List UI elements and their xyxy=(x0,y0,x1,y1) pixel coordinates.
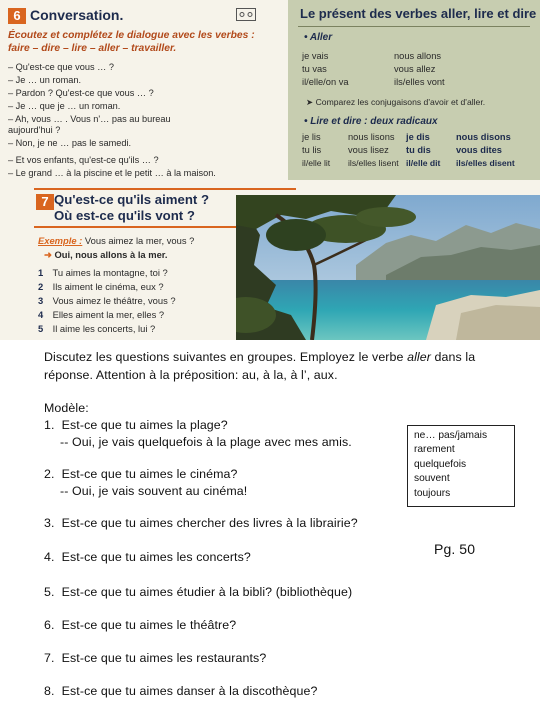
dialogue-line: – Pardon ? Qu'est-ce que vous … ? xyxy=(8,88,154,98)
model-answer-2: -- Oui, je vais souvent au cinéma! xyxy=(60,484,248,498)
model-answer-1: -- Oui, je vais quelquefois à la plage avec mes amis. xyxy=(60,435,352,449)
question-2: 2. Est-ce que tu aimes le cinéma? xyxy=(44,467,238,481)
dialogue-line: – Non, je ne … pas le samedi. xyxy=(8,138,132,148)
conjugation: nous lisons xyxy=(348,132,395,142)
divider xyxy=(298,26,530,27)
conjugation: vous dites xyxy=(456,145,502,155)
conjugation: ils/elles vont xyxy=(394,77,445,87)
aller-heading: • Aller xyxy=(304,32,333,43)
question-1: 1. Est-ce que tu aimes la plage? xyxy=(44,418,228,432)
grammar-box xyxy=(288,0,540,180)
example-answer-text: Oui, nous allons à la mer. xyxy=(54,249,168,260)
dialogue-line: – Et vos enfants, qu'est-ce qu'ils … ? xyxy=(8,155,159,165)
coastline-photo xyxy=(236,195,540,340)
exercise-item: 1 Tu aimes la montagne, toi ? xyxy=(38,267,168,278)
exercise-6-instruction: Écoutez et complétez le dialogue avec les verbes : faire – dire – lire – aller – travailler. xyxy=(8,30,255,54)
conjugation: il/elle dit xyxy=(406,158,441,168)
exercise-6-number: 6 xyxy=(8,8,26,24)
exercise-6-title: Conversation. xyxy=(30,7,124,23)
exercise-item: 4 Elles aiment la mer, elles ? xyxy=(38,309,165,320)
example-question xyxy=(38,235,194,246)
adverb: quelquefois xyxy=(414,458,467,470)
exercise-7-number: 7 xyxy=(36,194,54,210)
dialogue-line: – Je … un roman. xyxy=(8,75,82,85)
conjugation: ils/elles lisent xyxy=(348,158,399,168)
question-3: 3. Est-ce que tu aimes chercher des livres à la librairie? xyxy=(44,516,358,530)
adverb: rarement xyxy=(414,444,455,456)
conjugation: vous allez xyxy=(394,64,436,74)
model-label: Modèle: xyxy=(44,401,89,415)
grammar-title: Le présent des verbes aller, lire et dire xyxy=(300,6,537,21)
exercise-item: 3 Vous aimez le théâtre, vous ? xyxy=(38,295,176,306)
example-label: Exemple : xyxy=(38,235,83,246)
conjugation: tu vas xyxy=(302,64,327,74)
exercise-item: 2 Ils aiment le cinéma, eux ? xyxy=(38,281,164,292)
question-7: 7. Est-ce que tu aimes les restaurants? xyxy=(44,651,267,665)
conjugation: je lis xyxy=(302,132,321,142)
instructions: Discutez les questions suivantes en groupes. Employez le verbe aller dans la réponse. Attention à la préposition: au, à la, à l’, aux. xyxy=(44,350,476,382)
question-8: 8. Est-ce que tu aimes danser à la discothèque? xyxy=(44,684,318,698)
divider xyxy=(34,188,296,190)
dialogue-line: – Le grand … à la piscine et le petit … à la maison. xyxy=(8,168,216,178)
conjugation: je vais xyxy=(302,51,329,61)
example-question-text: Vous aimez la mer, vous ? xyxy=(84,235,195,246)
conjugation: nous disons xyxy=(456,132,511,142)
exercise-item: 5 Il aime les concerts, lui ? xyxy=(38,323,156,334)
question-4: 4. Est-ce que tu aimes les concerts? xyxy=(44,550,251,564)
example-answer xyxy=(44,249,168,261)
frequency-adverbs-box xyxy=(407,425,515,507)
lire-dire-heading: • Lire et dire : deux radicaux xyxy=(304,116,438,127)
adverb: toujours xyxy=(414,487,451,499)
audio-cassette-icon xyxy=(236,8,256,21)
verb-aller: aller xyxy=(407,350,431,364)
dialogue-line: – Ah, vous … . Vous n'… pas au bureau xyxy=(8,114,171,124)
adverb: ne… pas/jamais xyxy=(414,430,488,441)
textbook-scan xyxy=(0,0,540,340)
question-5: 5. Est-ce que tu aimes étudier à la bibli? (bibliothèque) xyxy=(44,585,353,599)
conjugation: tu lis xyxy=(302,145,322,155)
conjugation: je dis xyxy=(406,132,430,142)
conjugation: tu dis xyxy=(406,145,431,155)
exercise-7-subtitle: Où est-ce qu'ils vont ? xyxy=(54,208,195,223)
grammar-note: ➤ Comparez les conjugaisons d'avoir et d'aller. xyxy=(306,97,486,107)
conjugation: ils/elles disent xyxy=(456,158,515,168)
conjugation: vous lisez xyxy=(348,145,389,155)
dialogue-line: aujourd'hui ? xyxy=(8,125,61,135)
conjugation: il/elle/on va xyxy=(302,77,349,87)
page-reference: Pg. 50 xyxy=(434,541,476,557)
arrow-icon: ➜ xyxy=(44,249,52,260)
exercise-7-title: Qu'est-ce qu'ils aiment ? xyxy=(54,192,210,207)
dialogue-line: – Je … que je … un roman. xyxy=(8,101,121,111)
conjugation: il/elle lit xyxy=(302,158,331,168)
question-6: 6. Est-ce que tu aimes le théâtre? xyxy=(44,618,237,632)
adverb: souvent xyxy=(414,473,450,485)
conjugation: nous allons xyxy=(394,51,442,61)
dialogue-line: – Qu'est-ce que vous … ? xyxy=(8,62,114,72)
